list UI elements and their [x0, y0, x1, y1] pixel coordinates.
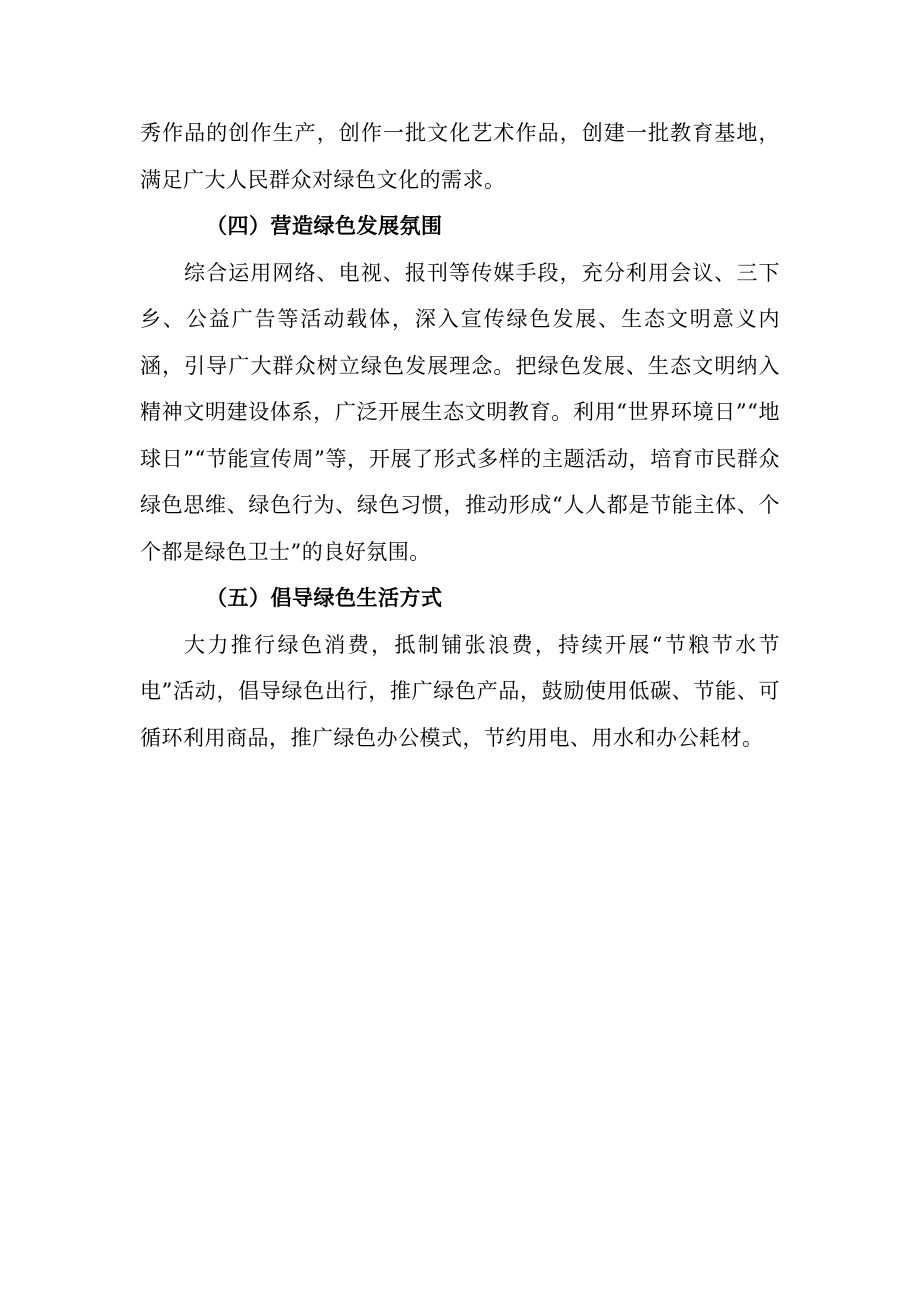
paragraph-continued: 秀作品的创作生产，创作一批文化艺术作品，创建一批教育基地，满足广大人民群众对绿色文化的需求。: [140, 121, 780, 192]
paragraph-section-four: 综合运用网络、电视、报刊等传媒手段，充分利用会议、三下乡、公益广告等活动载体，深入宣传绿色发展、生态文明意义内涵，引导广大群众树立绿色发展理念。把绿色发展、生态文明纳入精神文明建设体系，广泛开展生态文明教育。利用“世界环境日”“地球日”“节能宣传周”等，开展了形式多样的主题活动，培育市民群众绿色思维、绿色行为、绿色习惯，推动形成“人人都是节能主体、个个都是绿色卫士”的良好氛围。: [140, 260, 780, 564]
section-heading-four: （四）营造绿色发展氛围: [206, 214, 443, 238]
document-body: [140, 110, 780, 761]
paragraph-section-five: 大力推行绿色消费，抵制铺张浪费，持续开展“节粮节水节电”活动，倡导绿色出行，推广绿色产品，鼓励使用低碳、节能、可循环利用商品，推广绿色办公模式，节约用电、用水和办公耗材。: [140, 632, 780, 750]
section-heading-five: （五）倡导绿色生活方式: [206, 586, 443, 610]
